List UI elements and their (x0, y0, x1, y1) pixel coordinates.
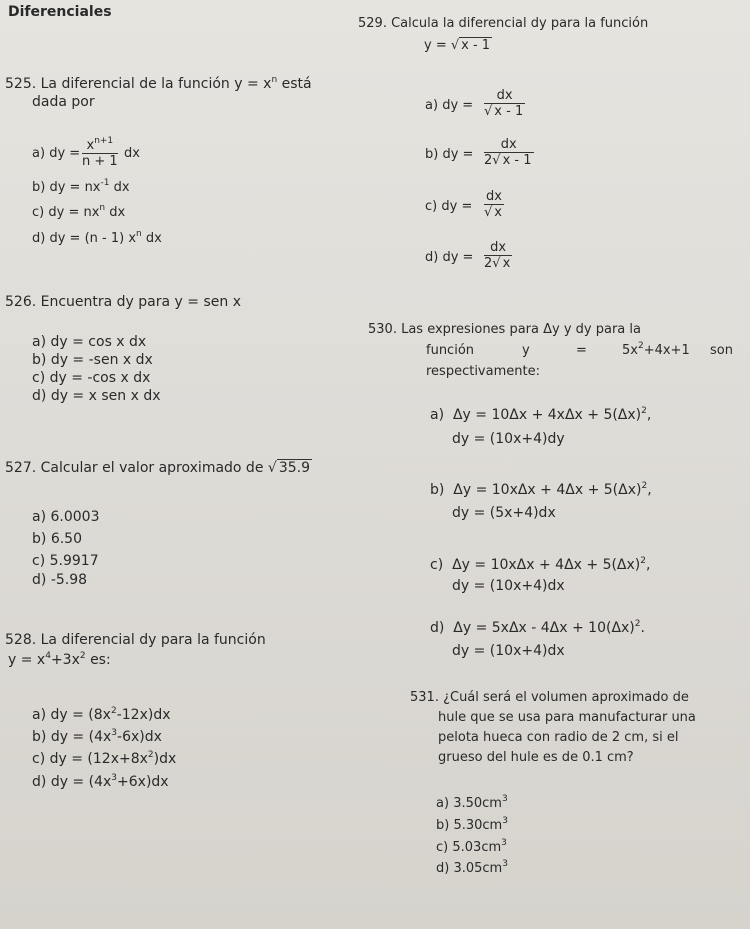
q528-option-a[interactable]: a) dy = $(8x^2-12x)dx$ (32, 706, 171, 723)
q525-option-c[interactable]: c) dy = $nx^n$ dx (32, 203, 126, 220)
q531-prompt-line2: hule que se usa para manufacturar una (438, 710, 696, 725)
q528-option-b[interactable]: b) dy = $(4x^3-6x)dx$ (32, 728, 162, 745)
q530-prompt: 530. Las expresiones para Δy y dy para la (368, 322, 641, 337)
q527-option-c[interactable]: c) 5.9917 (32, 553, 99, 569)
q528-function: $y = x^4+3x^2$ es: (8, 651, 111, 668)
q531-option-b[interactable]: b) $5.30cm^3$ (436, 816, 508, 833)
q529-option-a[interactable]: a) dy = (425, 98, 474, 113)
q525-option-b[interactable]: b) dy = $nx^{-1}$ dx (32, 178, 130, 195)
q527-prompt: 527. Calcular el valor aproximado de √ 35.9 (5, 460, 312, 476)
q529-option-a-fraction: dx √ x - 1 (484, 88, 525, 119)
q527-option-d[interactable]: d) -5.98 (32, 572, 88, 588)
q528-option-c[interactable]: c) dy = $(12x+8x^2)dx$ (32, 750, 177, 767)
q529-option-c[interactable]: c) dy = (425, 199, 473, 214)
q528-option-d[interactable]: d) dy = $(4x^3+6x)dx$ (32, 773, 169, 790)
q531-option-d[interactable]: d) $3.05cm^3$ (436, 859, 508, 876)
q530-prompt-line3: respectivamente: (426, 364, 540, 379)
q531-prompt-line4: grueso del hule es de 0.1 cm? (438, 750, 634, 765)
q530-option-c[interactable]: c) $\Delta y = 10x\Delta x + 4\Delta x + 5(\Delta x)^2$, (430, 556, 651, 573)
q525-prompt: 525. La diferencial de la función $y = x^n$ está (5, 75, 312, 92)
q526-option-d[interactable]: d) dy = x sen x dx (32, 388, 161, 404)
q531-prompt-line3: pelota hueca con radio de 2 cm, si el (438, 730, 679, 745)
q531-option-c[interactable]: c) $5.03cm^3$ (436, 838, 507, 855)
q526-option-c[interactable]: c) dy = -cos x dx (32, 370, 151, 386)
q525-option-a-fraction: $\frac{x^{n+1}}{n + 1}$ (82, 136, 118, 169)
q529-option-b-fraction: $\frac{dx}{2√ x - 1}$ (484, 137, 534, 168)
q531-option-a[interactable]: a) $3.50cm^3$ (436, 794, 508, 811)
q529-option-b[interactable]: b) dy = (425, 147, 474, 162)
section-title: Diferenciales (8, 4, 112, 20)
q530-option-c-dy: dy = (10x+4)dx (452, 578, 565, 594)
q530-function-line: función y = $5x^2+4x+1$ son (426, 341, 733, 358)
q531-prompt: 531. ¿Cuál será el volumen aproximado de (410, 690, 689, 705)
q525-option-a[interactable]: a) dy = (32, 146, 81, 161)
q526-option-b[interactable]: b) dy = -sen x dx (32, 352, 153, 368)
q529-option-c-fraction: dx √ x (484, 189, 504, 220)
sqrt-symbol (268, 460, 277, 476)
q529-option-d[interactable]: d) dy = (425, 250, 474, 265)
q525-option-a-tail: dx (124, 146, 140, 161)
q526-prompt: 526. Encuentra dy para y = sen x (5, 294, 241, 310)
q527-option-a[interactable]: a) 6.0003 (32, 509, 100, 525)
q529-option-d-fraction: $\frac{dx}{2√ x}$ (484, 240, 512, 271)
q529-prompt: 529. Calcula la diferencial dy para la función (358, 16, 649, 31)
q528-prompt: 528. La diferencial dy para la función (5, 632, 266, 648)
q525-option-d[interactable]: d) dy = (n - 1) $x^n$ dx (32, 229, 162, 246)
q530-option-d-dy: dy = (10x+4)dx (452, 643, 565, 659)
q530-option-a[interactable]: a) $\Delta y = 10\Delta x + 4x\Delta x + 5(\Delta x)^2$, (430, 406, 652, 423)
q526-option-a[interactable]: a) dy = cos x dx (32, 334, 147, 350)
q530-option-a-dy: dy = (10x+4)dy (452, 431, 565, 447)
q530-option-b-dy: dy = (5x+4)dx (452, 505, 556, 521)
q530-option-b[interactable]: b) $\Delta y = 10x\Delta x + 4\Delta x + 5(\Delta x)^2$, (430, 481, 652, 498)
q529-function: y = √ x - 1 (424, 38, 492, 54)
q527-option-b[interactable]: b) 6.50 (32, 531, 82, 547)
q525-prompt-line2: dada por (32, 94, 95, 110)
q530-option-d[interactable]: d) $\Delta y = 5x\Delta x - 4\Delta x + 10(\Delta x)^2$. (430, 619, 645, 636)
